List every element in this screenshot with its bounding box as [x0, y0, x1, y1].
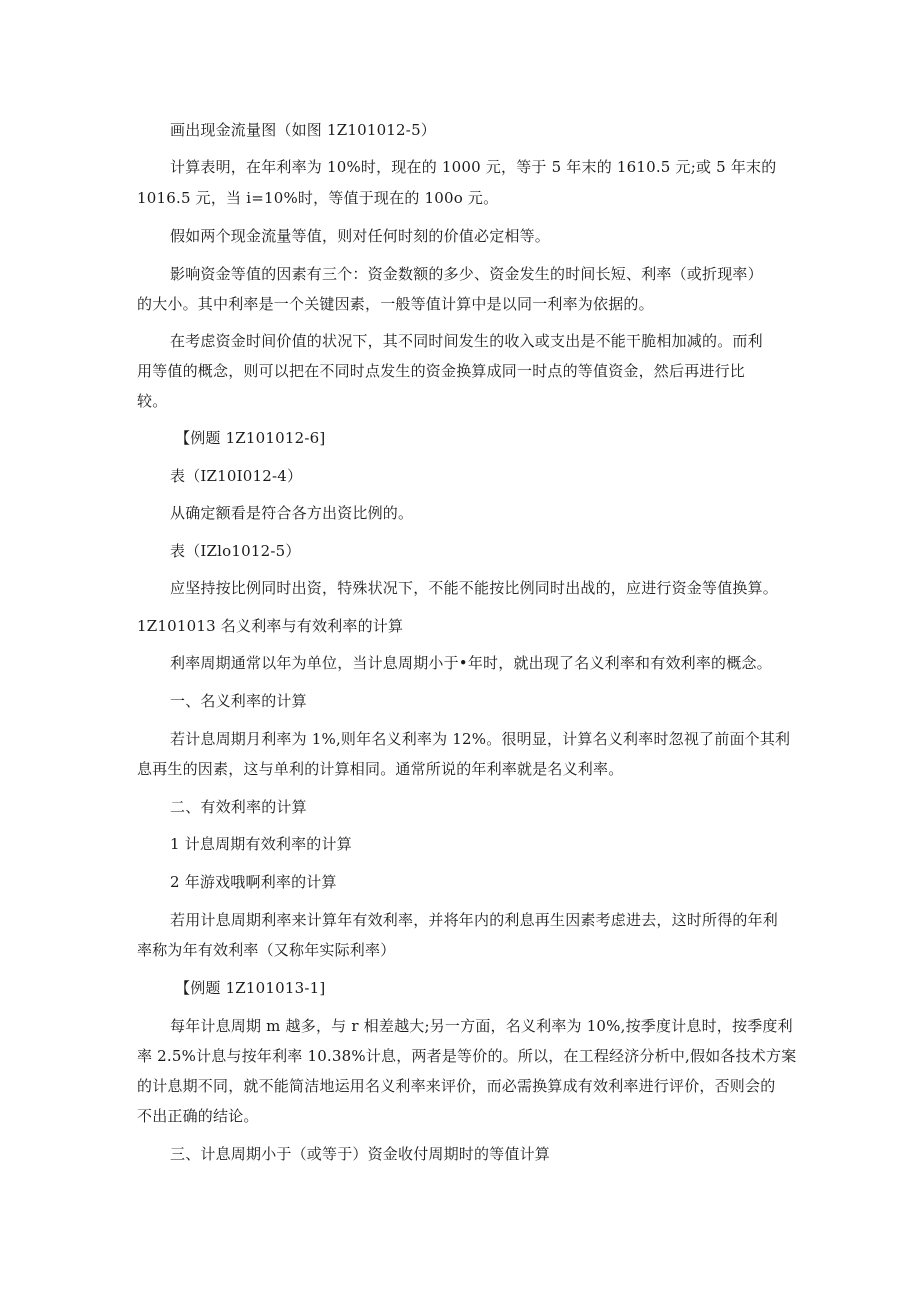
text-line-figure-ref: 画出现金流量图（如图 1Z101012-5） [170, 121, 437, 139]
text-line-time-value-2: 用等值的概念，则可以把在不同时点发生的资金换算成同一时点的等值资金，然后再进行比 [137, 362, 746, 380]
text-line-time-value-1: 在考虑资金时间价值的状况下，其不同时间发生的收入或支出是不能干脆相加减的。而利 [170, 332, 763, 350]
text-line-table-5: 表（IZlo1012-5） [170, 542, 301, 560]
text-line-time-value-3: 较。 [137, 392, 168, 410]
text-line-nominal-2: 息再生的因素，这与单利的计算相同。通常所说的年利率就是名义利率。 [137, 760, 624, 778]
section-heading-nominal: 一、名义利率的计算 [170, 692, 307, 710]
text-line-compare-2: 率 2.5%计息与按年利率 10.38%计息，两者是等价的。所以，在工程经济分析中,假如各技术方案 [137, 1047, 797, 1065]
text-line-effective-item-1: 1 计息周期有效利率的计算 [170, 835, 352, 853]
text-line-proportion: 应坚持按比例同时出资，特殊状况下，不能不能按比例同时出战的，应进行资金等值换算。 [170, 579, 779, 597]
text-line-annual-effective-2: 率称为年有效利率（又称年实际利率） [137, 941, 396, 959]
text-line-calc-1: 计算表明，在年利率为 10%时，现在的 1000 元，等于 5 年末的 1610.5 元;或 5 年末的 [170, 158, 777, 176]
text-line-ratio: 从确定额看是符合各方出资比例的。 [170, 504, 414, 522]
text-line-nominal-1: 若计息周期月利率为 1%,则年名义利率为 12%。很明显，计算名义利率时忽视了前面个其利 [170, 730, 791, 748]
text-line-rate-period: 利率周期通常以年为单位，当计息周期小于•年时，就出现了名义利率和有效利率的概念。 [170, 654, 772, 672]
text-line-compare-1: 每年计息周期 m 越多，与 r 相差越大;另一方面，名义利率为 10%,按季度计息时，按季度利 [170, 1017, 793, 1035]
text-line-table-4: 表（IZ10I012-4） [170, 467, 303, 485]
text-line-factors-1: 影响资金等值的因素有三个：资金数额的多少、资金发生的时间长短、利率（或折现率） [170, 265, 763, 283]
text-line-compare-4: 不出正确的结论。 [137, 1107, 259, 1125]
section-heading-effective: 二、有效利率的计算 [170, 798, 307, 816]
text-line-annual-effective-1: 若用计息周期利率来计算年有效利率，并将年内的利息再生因素考虑进去，这时所得的年利 [170, 911, 779, 929]
text-line-factors-2: 的大小。其中利率是一个关键因素，一般等值计算中是以同一利率为依据的。 [137, 295, 654, 313]
text-line-example-1: 【例题 1Z101013-1] [175, 979, 326, 997]
text-line-effective-item-2: 2 年游戏哦啊利率的计算 [170, 873, 337, 891]
section-heading-period-calc: 三、计息周期小于（或等于）资金收付周期时的等值计算 [170, 1145, 551, 1163]
text-line-equivalence: 假如两个现金流量等值，则对任何时刻的价值必定相等。 [170, 227, 551, 245]
text-line-example-6: 【例题 1Z101012-6] [175, 429, 326, 447]
text-line-calc-2: 1016.5 元，当 i=10%时，等值于现在的 100o 元。 [137, 189, 499, 207]
section-heading-1z101013: 1Z101013 名义利率与有效利率的计算 [137, 617, 404, 635]
text-line-compare-3: 的计息期不同，就不能简洁地运用名义利率来评价，而必需换算成有效利率进行评价，否则会的 [137, 1077, 776, 1095]
